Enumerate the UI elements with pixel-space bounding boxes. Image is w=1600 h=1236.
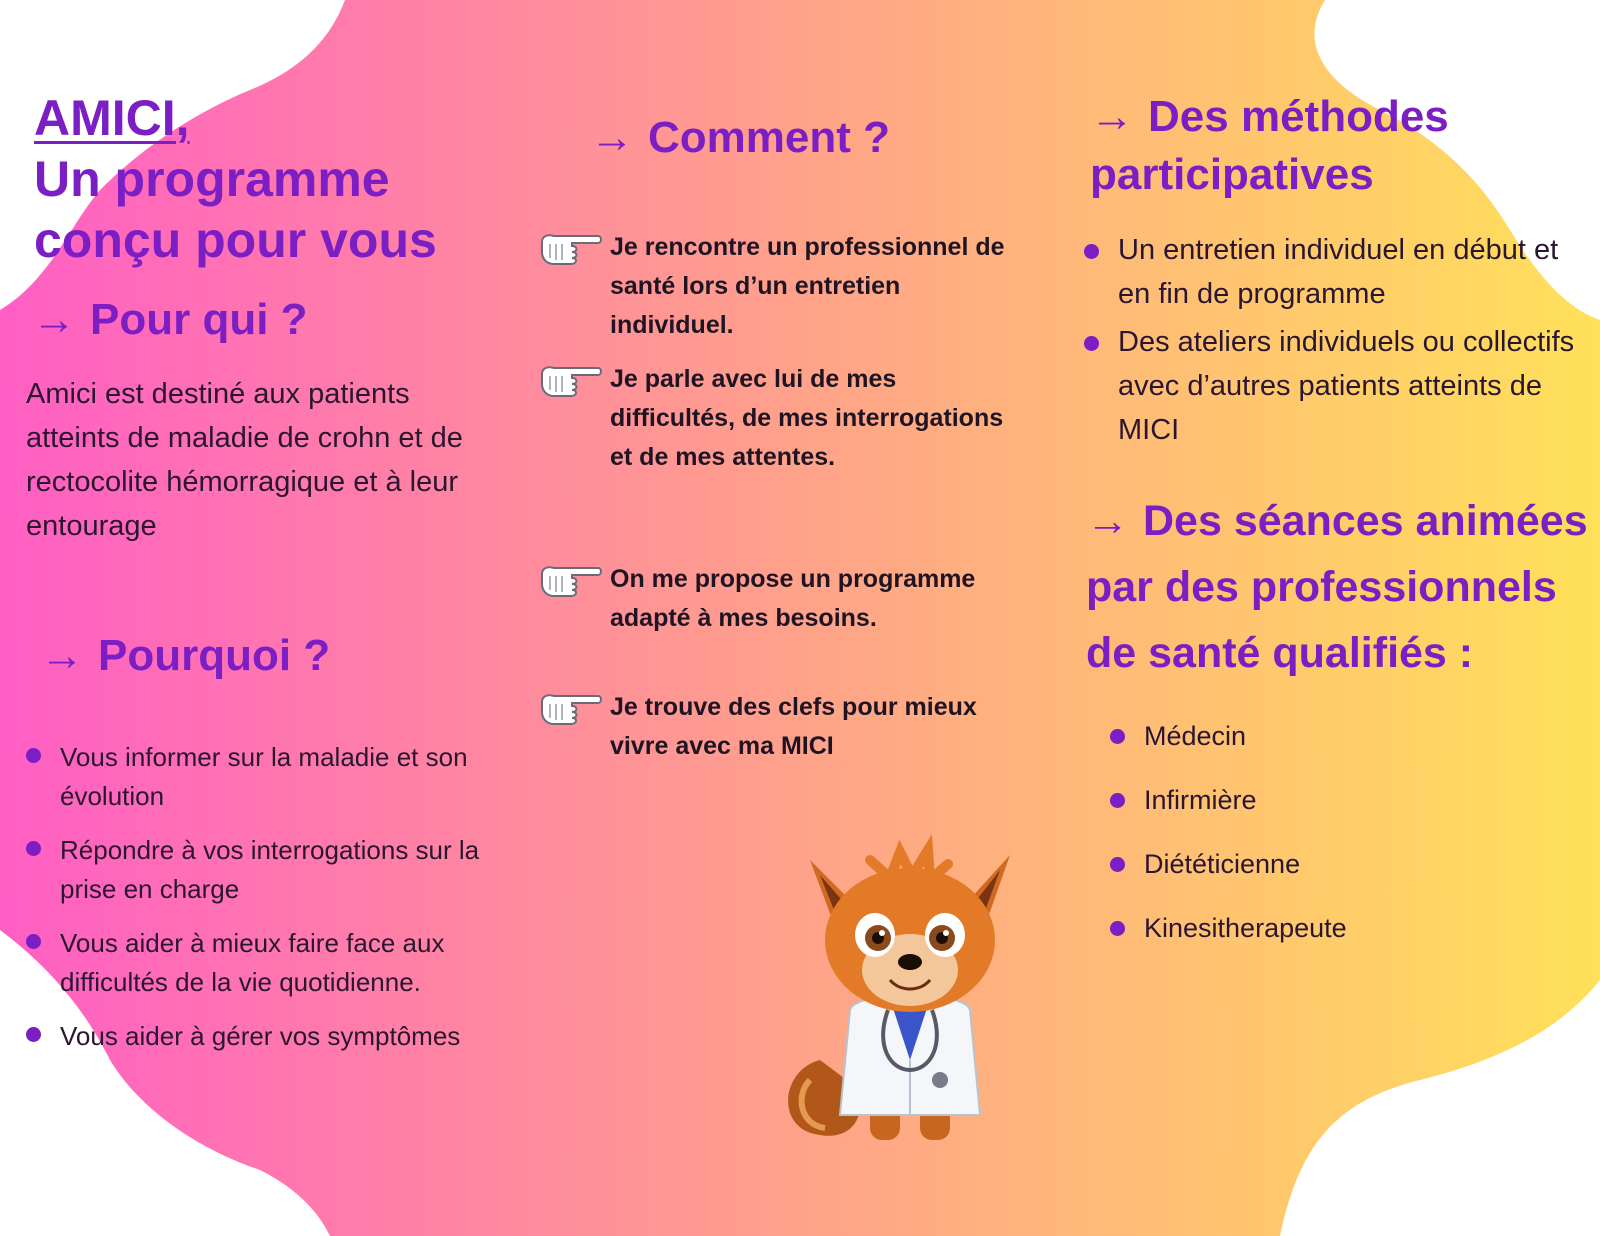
bullet-icon [26, 934, 41, 949]
list-item: Vous aider à mieux faire face aux difficultés de la vie quotidienne. [26, 924, 496, 1002]
pour-qui-heading [32, 294, 308, 346]
methodes-heading-line1: Des méthodes [1148, 92, 1449, 141]
comment-item-text: Je parle avec lui de mes difficultés, de mes interrogations et de mes attentes. [610, 365, 1004, 471]
bullet-icon [1110, 729, 1125, 744]
methodes-heading [1090, 88, 1449, 204]
comment-heading-text: Comment ? [648, 113, 890, 162]
page-title [34, 88, 514, 271]
comment-item [538, 360, 1018, 520]
pour-qui-heading-text: Pour qui ? [90, 295, 308, 344]
arrow-icon: → [40, 631, 84, 680]
seances-list [1110, 716, 1510, 972]
bullet-icon [1110, 793, 1125, 808]
comment-heading [590, 112, 890, 164]
seances-heading-text: Des séances animées par des professionnels de santé qualifiés : [1086, 497, 1588, 677]
methodes-heading-line2: participatives [1090, 150, 1374, 199]
comment-item-text: Je trouve des clefs pour mieux vivre avec ma MICI [610, 693, 977, 760]
list-item: Vous informer sur la maladie et son évolution [26, 738, 496, 816]
list-item: Vous aider à gérer vos symptômes [26, 1017, 496, 1056]
pointing-hand-icon [538, 688, 604, 732]
comment-item-text: On me propose un programme adapté à mes besoins. [610, 565, 976, 632]
list-item: Un entretien individuel en début et en fin de programme [1084, 228, 1584, 316]
list-item: Des ateliers individuels ou collectifs avec d’autres patients atteints de MICI [1084, 320, 1584, 452]
methodes-list [1084, 228, 1584, 456]
pointing-hand-icon [538, 560, 604, 604]
arrow-icon: → [590, 113, 634, 162]
title-line-2: Un programme [34, 151, 390, 207]
bullet-icon [26, 841, 41, 856]
comment-item-text: Je rencontre un professionnel de santé lors d’un entretien individuel. [610, 233, 1005, 339]
list-item: Kinesitherapeute [1110, 908, 1510, 948]
arrow-icon: → [32, 295, 76, 344]
list-item: Répondre à vos interrogations sur la prise en charge [26, 831, 496, 909]
pointing-hand-icon [538, 228, 604, 272]
bullet-icon [26, 748, 41, 763]
title-line-1: AMICI, [34, 90, 190, 146]
title-line-3: conçu pour vous [34, 212, 437, 268]
bullet-icon [1084, 244, 1099, 259]
seances-heading [1086, 488, 1596, 686]
bullet-icon [1110, 921, 1125, 936]
comment-item [538, 688, 1018, 768]
pourquoi-heading [40, 630, 330, 682]
bullet-icon [1084, 336, 1099, 351]
comment-item [538, 228, 1018, 348]
fox-doctor-mascot [780, 830, 1040, 1150]
pourquoi-heading-text: Pourquoi ? [98, 631, 331, 680]
pourquoi-list [26, 738, 496, 1071]
list-item: Médecin [1110, 716, 1510, 756]
comment-item [538, 560, 1018, 640]
list-item: Infirmière [1110, 780, 1510, 820]
bullet-icon [1110, 857, 1125, 872]
pointing-hand-icon [538, 360, 604, 404]
arrow-icon: → [1086, 497, 1129, 545]
list-item: Diététicienne [1110, 844, 1510, 884]
pour-qui-text: Amici est destiné aux patients atteints de maladie de crohn et de rectocolite hémorragique et à leur entourage [26, 378, 463, 542]
bullet-icon [26, 1027, 41, 1042]
arrow-icon: → [1090, 92, 1134, 141]
